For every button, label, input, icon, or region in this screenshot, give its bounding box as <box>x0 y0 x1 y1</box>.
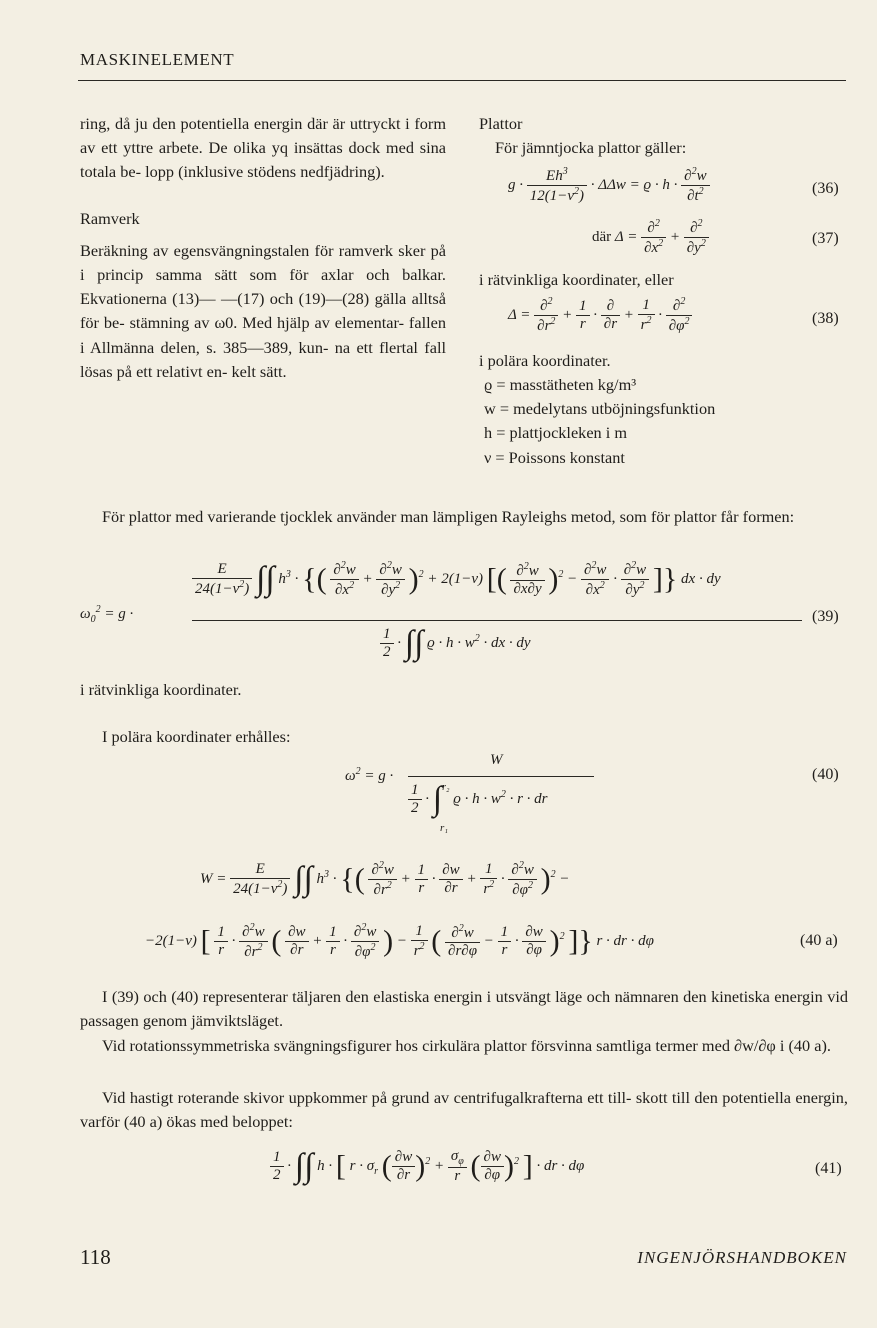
book-title: INGENJÖRSHANDBOKEN <box>637 1248 847 1267</box>
eq40-numerator: W <box>490 752 503 768</box>
eq40-lower-limit: r₁ <box>440 822 449 834</box>
eq-number-40a: (40 a) <box>800 932 838 949</box>
page-number: 118 <box>80 1245 111 1269</box>
polar-coords-text: i polära koordinater. <box>479 351 611 370</box>
eq-number-40: (40) <box>812 766 839 783</box>
rect-coords-text: i rätvinkliga koordinater, eller <box>479 270 674 289</box>
eq40-lhs: $\omega^2 = g$ · <box>345 766 394 784</box>
def-h: h = plattjockleken i m <box>484 423 628 443</box>
left-column <box>80 112 446 384</box>
left-para-2: Beräkning av egensvängningstalen för ramverk sker på i princip samma sätt som för axlar och balkar. Ekvationerna (13)— —(17) och (19)—(28) gälla alltså för be- stämning av ω0. Med hjälp av elementar- fallen i Allmänna delen, s. 385—389, kun- na ett flertal fall lösas på ett relativt en- kelt sätt. <box>80 240 446 381</box>
heading-plattor: Plattor <box>479 114 523 133</box>
eq39-lhs: $\omega_0^2 = g$ · <box>80 604 134 625</box>
heading-ramverk: Ramverk <box>80 208 140 228</box>
eq39-numerator: $\frac{E}{24(1-\nu^2)}$ ∫∫ $h^3$ · {( $\frac{\partial^2w}{\partial x^2}$ + $\frac{\partial^2w}{\partial y^2}$ )$^2$ + 2(1−ν) [( $\frac{\partial^2w}{\partial x\partial y}$ )$^2$ − $\frac{\partial^2w}{\partial x^2}$ · $\frac{\partial^2w}{\partial y^2}$ ]} dx · dy <box>192 560 721 599</box>
header-rule <box>78 80 846 81</box>
def-rho: ϱ = masstätheten kg/m³ <box>484 375 637 394</box>
def-nu: ν = Poissons konstant <box>484 447 625 467</box>
eq40a-line1: W = $\frac{E}{24(1-\nu^2)}$ ∫∫ $h^3$ · {( $\frac{\partial^2w}{\partial r^2}$ + $\frac{1}{r}$ · $\frac{\partial w}{\partial r}$ + $\frac{1}{r^2}$ · $\frac{\partial^2w}{\partial\varphi^2}$ )$^2$ − <box>200 860 570 898</box>
eq-number-37: (37) <box>812 230 839 247</box>
eq37-prefix: där <box>592 228 612 245</box>
plattor-intro: För jämntjocka plattor gäller: <box>495 138 687 158</box>
right-column <box>479 112 847 160</box>
para-explain-3: Vid hastigt roterande skivor uppkommer på grund av centrifugalkrafterna ett till- skott till den potentiella energin, varför (40 a) ökas med beloppet: <box>80 1088 848 1132</box>
definition-list <box>484 373 715 470</box>
para-explain-1: I (39) och (40) representerar täljaren den elastiska energin i utsvängt läge och nämnaren den kinetiska energin vid passagen genom jämviktsläget. <box>80 987 848 1031</box>
polar-intro: I polära koordinater erhålles: <box>102 727 291 746</box>
eq-number-39: (39) <box>812 608 839 625</box>
eq39-denominator: $\frac{1}{2}$ · ∫∫ $ϱ \cdot h \cdot w^2$ · dx · dy <box>380 626 531 661</box>
def-w: w = medelytans utböjningsfunktion <box>484 399 716 419</box>
running-title: MASKINELEMENT <box>80 50 235 69</box>
equation-36: g · $\frac{Eh^3}{12(1-\nu^2)}$ · ΔΔw = ϱ · h · $\frac{\partial^2w}{\partial t^2}$ <box>508 166 710 205</box>
eq-number-41: (41) <box>815 1160 842 1177</box>
eq40-fraction-bar <box>408 776 594 777</box>
rect-coords-text-2: i rätvinkliga koordinater. <box>80 680 242 699</box>
eq40-denominator: $\frac{1}{2}$ · ∫$^{r_2}$ $ϱ \cdot h \cdot w^2 \cdot r$ · dr <box>408 782 548 817</box>
eq-number-36: (36) <box>812 180 839 197</box>
para-explain-2: Vid rotationssymmetriska svängningsfigurer hos cirkulära plattor försvinna samtliga termer med ∂w/∂φ i (40 a). <box>102 1036 831 1055</box>
equation-41: $\frac{1}{2}$ · ∫∫ h · [ $r \cdot \sigma_r$ ( $\frac{\partial w}{\partial r}$ )$^2$ + $\frac{\sigma_\varphi}{r}$ ( $\frac{\partial w}{\partial\varphi}$ )$^2$ ] · dr · dφ <box>270 1148 584 1185</box>
equation-37: där Δ = $\frac{\partial^2}{\partial x^2}$ + $\frac{\partial^2}{\partial y^2}$ <box>592 218 709 257</box>
eq-number-38: (38) <box>812 310 839 327</box>
eq39-fraction-bar <box>192 620 802 621</box>
eq40a-line2: −2(1−ν) [ $\frac{1}{r}$ · $\frac{\partial^2w}{\partial r^2}$ ( $\frac{\partial w}{\partial r}$ + $\frac{1}{r}$ · $\frac{\partial^2w}{\partial\varphi^2}$ ) − $\frac{1}{r^2}$ ( $\frac{\partial^2w}{\partial r\partial\varphi}$ − $\frac{1}{r}$ · $\frac{\partial w}{\partial\varphi}$ )$^2$ ]} r · dr · dφ <box>145 922 654 960</box>
para-rayleigh: För plattor med varierande tjocklek använder man lämpligen Rayleighs metod, som för plattor får formen: <box>102 507 795 526</box>
left-para-1: ring, då ju den potentiella energin där är uttryckt i form av ett yttre arbete. De olika yq insättas dock med sina totala be- lopp (inklusive stödens nedfjädring). <box>80 114 446 182</box>
equation-38: Δ = $\frac{\partial^2}{\partial r^2}$ + $\frac{1}{r}$ · $\frac{\partial}{\partial r}$ + $\frac{1}{r^2}$ · $\frac{\partial^2}{\partial\varphi^2}$ <box>508 296 692 335</box>
